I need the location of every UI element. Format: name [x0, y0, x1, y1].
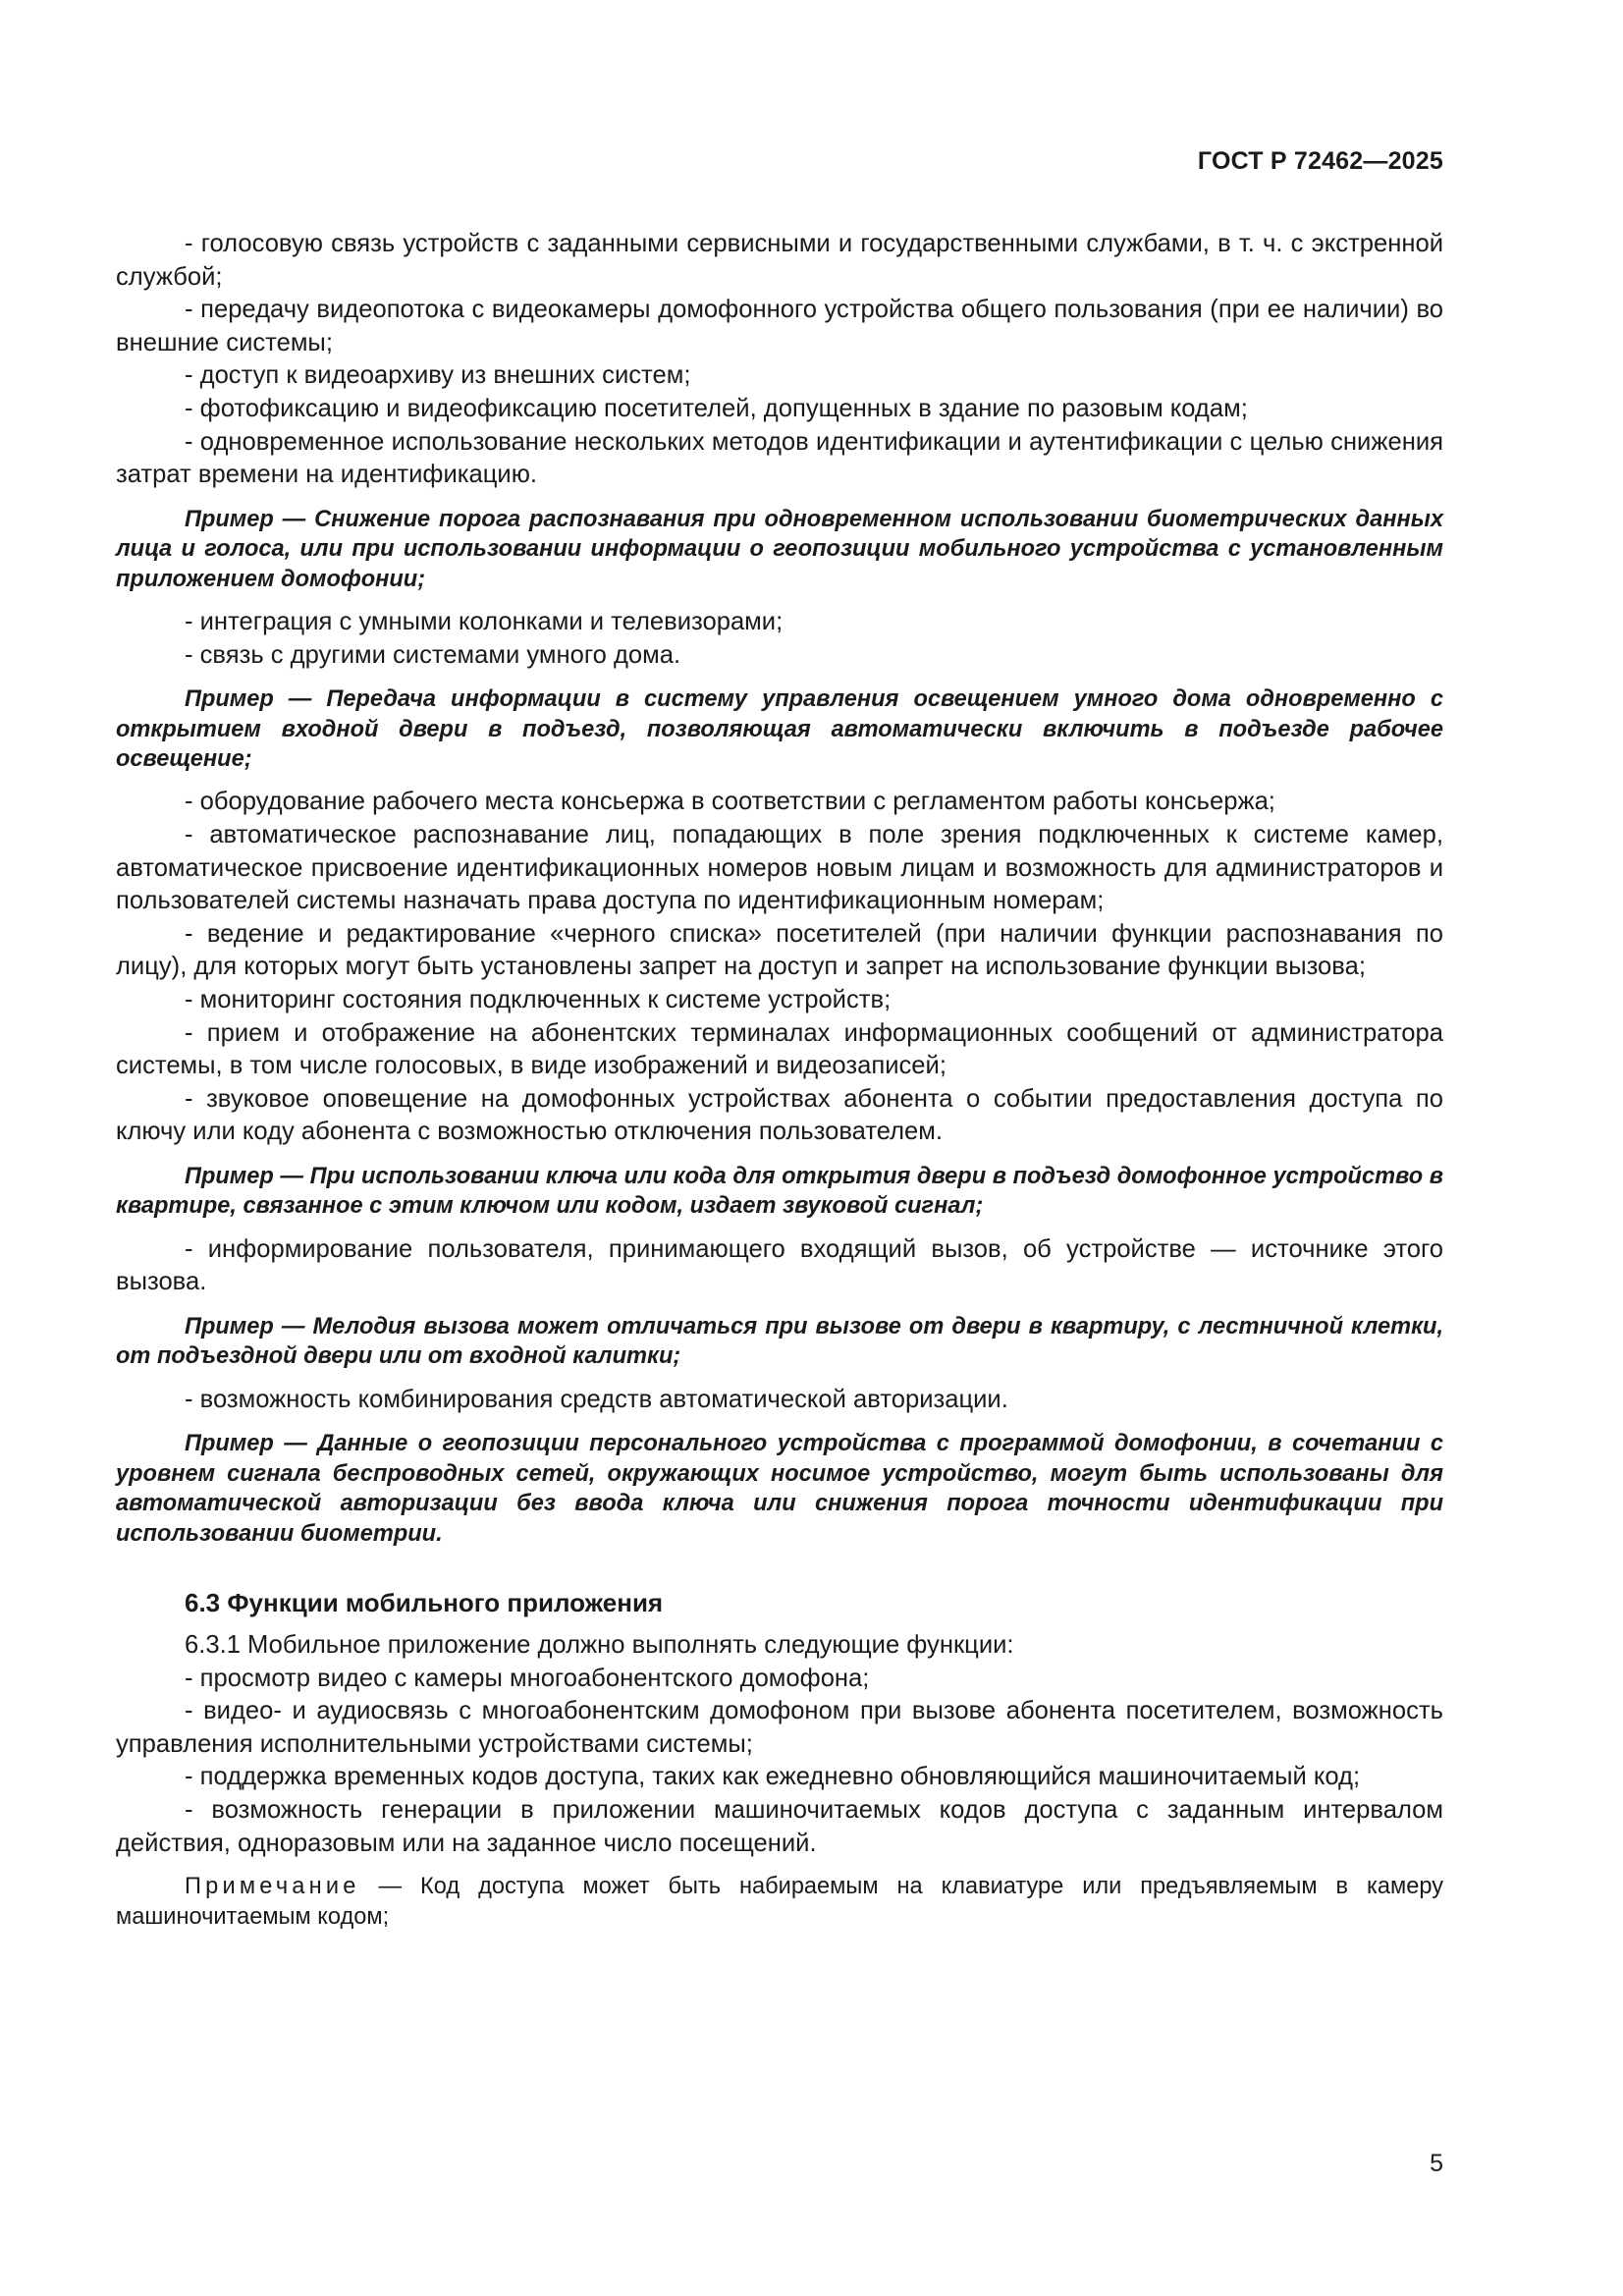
list-item: - возможность генерации в приложении машиночитаемых кодов доступа с заданным интервалом действия, одноразовым или на заданное число посещений.: [116, 1795, 1443, 1857]
document-code: ГОСТ Р 72462—2025: [1197, 147, 1443, 175]
list-item: - информирование пользователя, принимающего входящий вызов, об устройстве — источнике этого вызова.: [116, 1234, 1443, 1296]
list-item: - связь с другими системами умного дома.: [185, 640, 681, 669]
note-label: Примечание: [185, 1874, 360, 1900]
example-paragraph: Пример — Снижение порога распознавания при одновременном использовании биометрических данных лица и голоса, или при использовании информации о геопозиции мобильного устройства с установленным приложением домофонии;: [116, 506, 1443, 592]
note-text: — Код доступа может быть набираемым на клавиатуре или предъявляемым в камеру машиночитаемым кодом;: [116, 1874, 1443, 1931]
list-item: - просмотр видео с камеры многоабонентского домофона;: [185, 1664, 870, 1692]
list-item: 6.3.1 Мобильное приложение должно выполнять следующие функции:: [185, 1630, 1014, 1659]
list-item: - голосовую связь устройств с заданными сервисными и государственными службами, в т. ч. с экстренной службой;: [116, 230, 1443, 291]
list-item: - видео- и аудиосвязь с многоабонентским домофоном при вызове абонента посетителем, возможность управления исполнительными устройствами системы;: [116, 1697, 1443, 1758]
list-item: - одновременное использование нескольких методов идентификации и аутентификации с целью снижения затрат времени на идентификацию.: [116, 427, 1443, 489]
example-paragraph: Пример — Мелодия вызова может отличаться при вызове от двери в квартиру, с лестничной клетки, от подъездной двери или от входной калитки;: [116, 1313, 1443, 1370]
example-paragraph: Пример — Передача информации в систему управления освещением умного дома одновременно с открытием входной двери в подъезд, позволяющая автоматически включить в подъезде рабочее освещение;: [116, 686, 1443, 772]
page-number: 5: [1430, 2150, 1443, 2177]
list-item: - интеграция с умными колонками и телевизорами;: [185, 607, 784, 635]
list-item: - мониторинг состояния подключенных к системе устройств;: [185, 985, 892, 1013]
list-item: - ведение и редактирование «черного списка» посетителей (при наличии функции распознавания по лицу), для которых могут быть установлены запрет на доступ и запрет на использование функции вызова;: [116, 919, 1443, 981]
note-paragraph: [116, 1872, 1443, 1933]
example-paragraph: Пример — При использовании ключа или кода для открытия двери в подъезд домофонное устройство в квартире, связанное с этим ключом или кодом, издает звуковой сигнал;: [116, 1163, 1443, 1220]
list-item: - доступ к видеоархиву из внешних систем;: [185, 361, 691, 390]
document-page: [116, 0, 1443, 2296]
list-item: - передачу видеопотока с видеокамеры домофонного устройства общего пользования (при ее наличии) во внешние системы;: [116, 296, 1443, 356]
list-item: - поддержка временных кодов доступа, таких как ежедневно обновляющийся машиночитаемый код;: [185, 1763, 1361, 1791]
list-item: - прием и отображение на абонентских терминалах информационных сообщений от администратора системы, в том числе голосовых, в виде изображений и видеозаписей;: [116, 1018, 1443, 1080]
list-item: - звуковое оповещение на домофонных устройствах абонента о событии предоставления доступа по ключу или коду абонента с возможностью отключения пользователем.: [116, 1084, 1443, 1146]
list-item: - оборудование рабочего места консьержа в соответствии с регламентом работы консьержа;: [185, 788, 1275, 816]
list-item: - фотофиксацию и видеофиксацию посетителей, допущенных в здание по разовым кодам;: [185, 394, 1248, 422]
section-heading: 6.3 Функции мобильного приложения: [185, 1587, 664, 1617]
list-item: - возможность комбинирования средств автоматической авторизации.: [185, 1385, 1008, 1413]
list-item: - автоматическое распознавание лиц, попадающих в поле зрения подключенных к системе камер, автоматическое присвоение идентификационных номеров новым лицам и возможность для администраторов и пользователей системы назначать права доступа по идентификационным номерам;: [116, 820, 1443, 915]
example-paragraph: Пример — Данные о геопозиции персонального устройства с программой домофонии, в сочетании с уровнем сигнала беспроводных сетей, окружающих носимое устройство, могут быть использованы для автоматической авторизации без ввода ключа или снижения порога точности идентификации при использовании биометрии.: [116, 1431, 1443, 1547]
page-content: [116, 228, 1443, 1933]
